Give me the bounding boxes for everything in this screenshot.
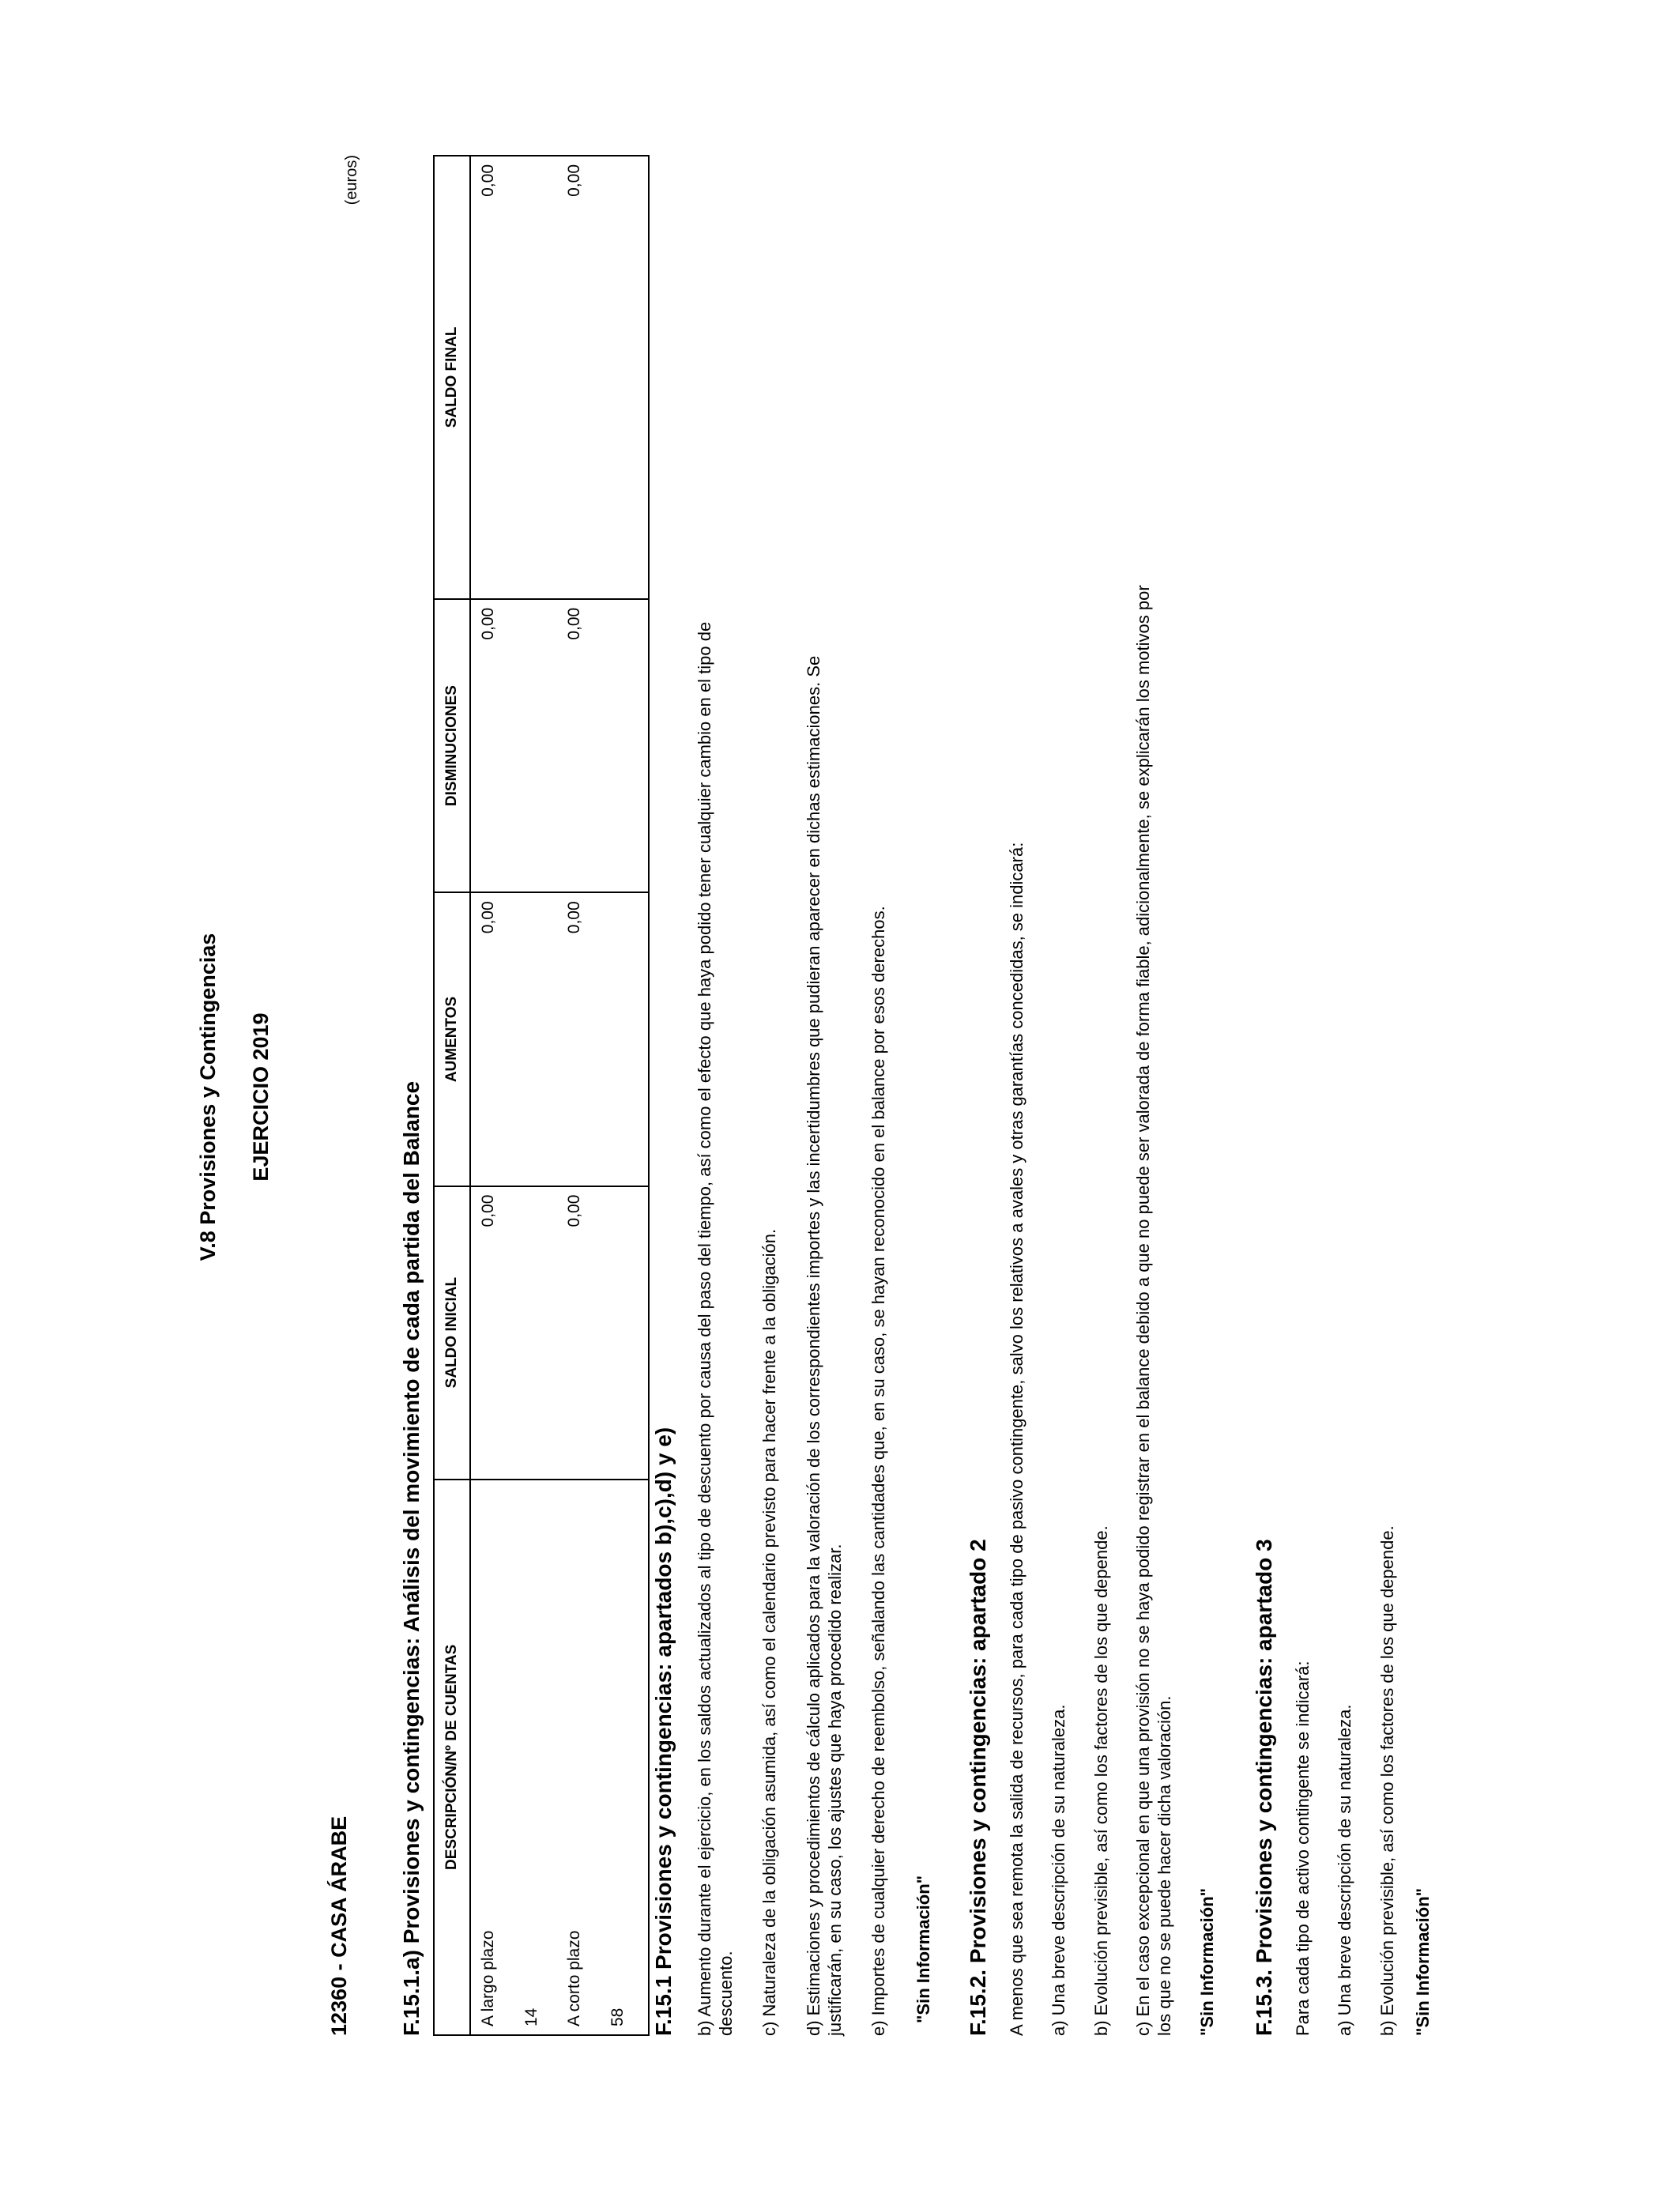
- paragraph-f152-c-line2: los que no se puede hacer dicha valoración.: [1155, 1695, 1174, 2036]
- paragraph-f153-b: b) Evolución previsible, así como los factores de los que depende.: [1377, 1525, 1397, 2036]
- paragraph-d-line2: justificarán, en su caso, los ajustes que haya procedido realizar.: [825, 1544, 845, 2036]
- table-header-row: [434, 156, 470, 2035]
- page-title: V.8 Provisiones y Contingencias: [196, 933, 220, 1261]
- no-info-f153: "Sin Información": [1413, 1887, 1433, 2036]
- cell-saldo-inicial: 0,00: [560, 1186, 608, 1480]
- col-header-description: DESCRIPCIÓN/Nº DE CUENTAS: [434, 1480, 470, 2035]
- paragraph-b: [694, 329, 736, 2036]
- paragraph-f152-c: [1132, 329, 1175, 2036]
- paragraph-f153-a: a) Una breve descripción de su naturaleza.: [1335, 1704, 1354, 2036]
- row-account-number: 58: [608, 1480, 649, 2035]
- section-heading-f153: F.15.3. Provisiones y contingencias: apartado 3: [1252, 1539, 1276, 2036]
- paragraph-f152-a: a) Una breve descripción de su naturaleza.: [1049, 1704, 1068, 2036]
- paragraph-d-line1: d) Estimaciones y procedimientos de cálculo aplicados para la valoración de los correspondientes importes y las incertidumbres que pudieran aparecer en dichas estimaciones. Se: [804, 655, 823, 2036]
- paragraph-f152-intro: A menos que sea remota la salida de recursos, para cada tipo de pasivo contingente, salvo los relativos a avales y otras garantías concedidas, se indicará:: [1007, 842, 1026, 2036]
- table-row: [470, 156, 522, 2035]
- cell-aumentos: 0,00: [470, 892, 522, 1186]
- paragraph-f152-c-line1: c) En el caso excepcional en que una provisión no se haya podido registrar en el balance debido a que no puede ser valorada de forma fiable, adicionalmente, se explicarán los motivos por: [1133, 585, 1153, 2036]
- section-heading-f151a: F.15.1.a) Provisiones y contingencias: Análisis del movimiento de cada partida del Balance: [399, 1080, 424, 2036]
- cell-saldo-final: 0,00: [560, 156, 608, 599]
- paragraph-f153-intro: Para cada tipo de activo contingente se indicará:: [1293, 1661, 1313, 2036]
- row-account-number: 14: [522, 1480, 560, 2035]
- no-info-f152: "Sin Información": [1197, 1887, 1217, 2036]
- table-row: [522, 156, 560, 2035]
- no-info-f151: "Sin Información": [913, 1875, 933, 2023]
- currency-unit: (euros): [343, 155, 360, 205]
- col-header-aumentos: AUMENTOS: [434, 892, 470, 1186]
- cell-aumentos: 0,00: [560, 892, 608, 1186]
- paragraph-c: c) Naturaleza de la obligación asumida, así como el calendario previsto para hacer frente a la obligación.: [759, 1228, 779, 2036]
- cell-saldo-inicial: 0,00: [470, 1186, 522, 1480]
- section-heading-f151: F.15.1 Provisiones y contingencias: apartados b),c),d) y e): [651, 1427, 676, 2036]
- paragraph-b-line1: b) Aumento durante el ejercicio, en los saldos actualizados al tipo de descuento por causa del paso del tiempo, así como el efecto que haya podido tener cualquier cambio en el tipo de: [695, 621, 714, 2036]
- cell-disminuciones: 0,00: [470, 599, 522, 893]
- entity-name: 12360 - CASA ÁRABE: [327, 1815, 351, 2036]
- provisions-table: [433, 155, 650, 2036]
- cell-disminuciones: 0,00: [560, 599, 608, 893]
- cell-saldo-final: 0,00: [470, 156, 522, 599]
- row-description: A corto plazo: [560, 1480, 608, 2035]
- table-row: [560, 156, 608, 2035]
- row-description: A largo plazo: [470, 1480, 522, 2035]
- paragraph-f152-b: b) Evolución previsible, así como los factores de los que depende.: [1091, 1525, 1111, 2036]
- exercise-title: EJERCICIO 2019: [249, 1012, 273, 1182]
- col-header-saldo-inicial: SALDO INICIAL: [434, 1186, 470, 1480]
- paragraph-b-line2: descuento.: [716, 1951, 736, 2036]
- paragraph-d: [803, 329, 846, 2036]
- col-header-saldo-final: SALDO FINAL: [434, 156, 470, 599]
- section-heading-f152: F.15.2. Provisiones y contingencias: apartado 2: [966, 1539, 990, 2036]
- table-row: [608, 156, 649, 2035]
- col-header-disminuciones: DISMINUCIONES: [434, 599, 470, 893]
- paragraph-e: e) Importes de cualquier derecho de reembolso, señalando las cantidades que, en su caso, se hayan reconocido en el balance por esos derechos.: [868, 906, 888, 2036]
